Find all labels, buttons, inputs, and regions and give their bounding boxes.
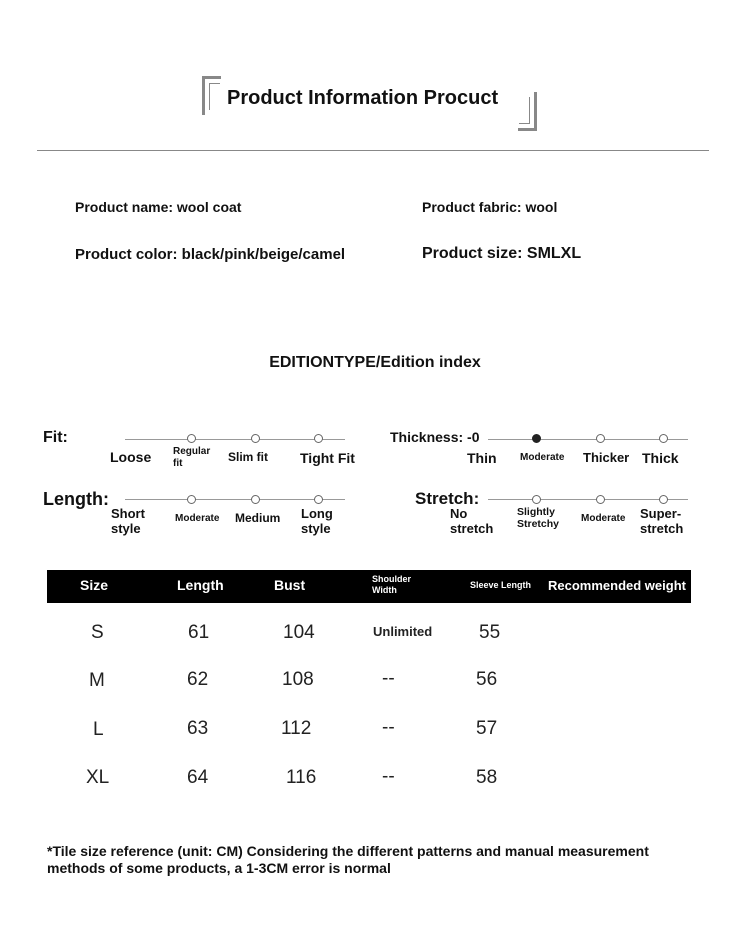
- length-dot-medium: [251, 495, 260, 504]
- length-option-medium: Medium: [235, 511, 281, 525]
- length-option-moderate: Moderate: [175, 513, 220, 524]
- th-sleeve-length: Sleeve Length: [470, 580, 532, 590]
- th-shoulder-width: Shoulder Width: [372, 574, 412, 596]
- product-name: Product name: wool coat: [75, 199, 242, 215]
- th-length: Length: [177, 577, 224, 593]
- stretch-scale-line: [488, 499, 688, 500]
- fit-dot-tight: [314, 434, 323, 443]
- fit-dot-regular: [187, 434, 196, 443]
- fit-dot-slim: [251, 434, 260, 443]
- stretch-option-moderate: Moderate: [581, 513, 626, 524]
- cell-bust: 112: [281, 718, 312, 739]
- cell-shoulder: --: [382, 717, 395, 738]
- stretch-dot-moderate: [596, 495, 605, 504]
- bracket-left-decoration: [202, 76, 221, 115]
- product-size: Product size: SMLXL: [422, 245, 582, 262]
- fit-label: Fit:: [43, 429, 68, 446]
- fit-option-loose: Loose: [110, 449, 152, 465]
- thickness-option-thicker: Thicker: [583, 450, 630, 465]
- cell-sleeve: 55: [479, 622, 501, 643]
- cell-length: 61: [188, 622, 210, 643]
- cell-size: M: [89, 670, 105, 691]
- thickness-dot-moderate: [532, 434, 541, 443]
- product-color: Product color: black/pink/beige/camel: [75, 246, 346, 263]
- bracket-right-decoration: [518, 92, 537, 131]
- thickness-option-thin: Thin: [467, 450, 497, 466]
- fit-option-regular: Regular fit: [173, 446, 211, 469]
- th-recommended-weight: Recommended weight: [548, 578, 686, 593]
- cell-shoulder: Unlimited: [373, 624, 433, 639]
- length-dot-moderate: [187, 495, 196, 504]
- length-dot-long: [314, 495, 323, 504]
- cell-size: S: [91, 622, 104, 643]
- stretch-label: Stretch:: [415, 489, 480, 508]
- cell-size: L: [93, 719, 104, 740]
- cell-bust: 116: [286, 767, 317, 788]
- edition-title: EDITIONTYPE/Edition index: [269, 354, 481, 371]
- stretch-option-super: Super-stretch: [640, 506, 684, 536]
- fit-option-slim: Slim fit: [228, 450, 269, 464]
- thickness-label: Thickness: -0: [390, 429, 480, 445]
- thickness-dot-thick: [659, 434, 668, 443]
- cell-size: XL: [86, 767, 110, 788]
- stretch-option-slightly: Slightly Stretchy: [517, 506, 560, 530]
- cell-bust: 108: [282, 669, 314, 690]
- thickness-option-thick: Thick: [642, 450, 679, 466]
- stretch-option-no: No stretch: [450, 506, 494, 536]
- thickness-scale-line: [488, 439, 688, 440]
- cell-sleeve: 56: [476, 669, 498, 690]
- stretch-dot-super: [659, 495, 668, 504]
- cell-shoulder: --: [382, 668, 395, 689]
- length-label: Length:: [43, 489, 109, 509]
- cell-length: 64: [187, 767, 209, 788]
- product-fabric: Product fabric: wool: [422, 199, 558, 215]
- thickness-dot-thicker: [596, 434, 605, 443]
- th-bust: Bust: [274, 577, 306, 593]
- cell-sleeve: 58: [476, 767, 498, 788]
- cell-length: 62: [187, 669, 209, 690]
- fit-scale-line: [125, 439, 345, 440]
- stretch-dot-slightly: [532, 495, 541, 504]
- thickness-option-moderate: Moderate: [520, 452, 565, 463]
- cell-length: 63: [187, 718, 209, 739]
- cell-sleeve: 57: [476, 718, 498, 739]
- length-option-long: Long style: [301, 506, 333, 536]
- th-size: Size: [80, 577, 109, 593]
- size-note: *Tile size reference (unit: CM) Considering the different patterns and manual measurement methods of some products, a 1-3CM error is normal: [47, 843, 649, 876]
- cell-shoulder: --: [382, 766, 395, 787]
- cell-bust: 104: [283, 622, 315, 643]
- length-option-short: Short style: [111, 506, 145, 536]
- fit-option-tight: Tight Fit: [300, 450, 355, 466]
- length-scale-line: [125, 499, 345, 500]
- divider: [37, 150, 709, 151]
- page-title: Product Information Procuct: [227, 87, 499, 109]
